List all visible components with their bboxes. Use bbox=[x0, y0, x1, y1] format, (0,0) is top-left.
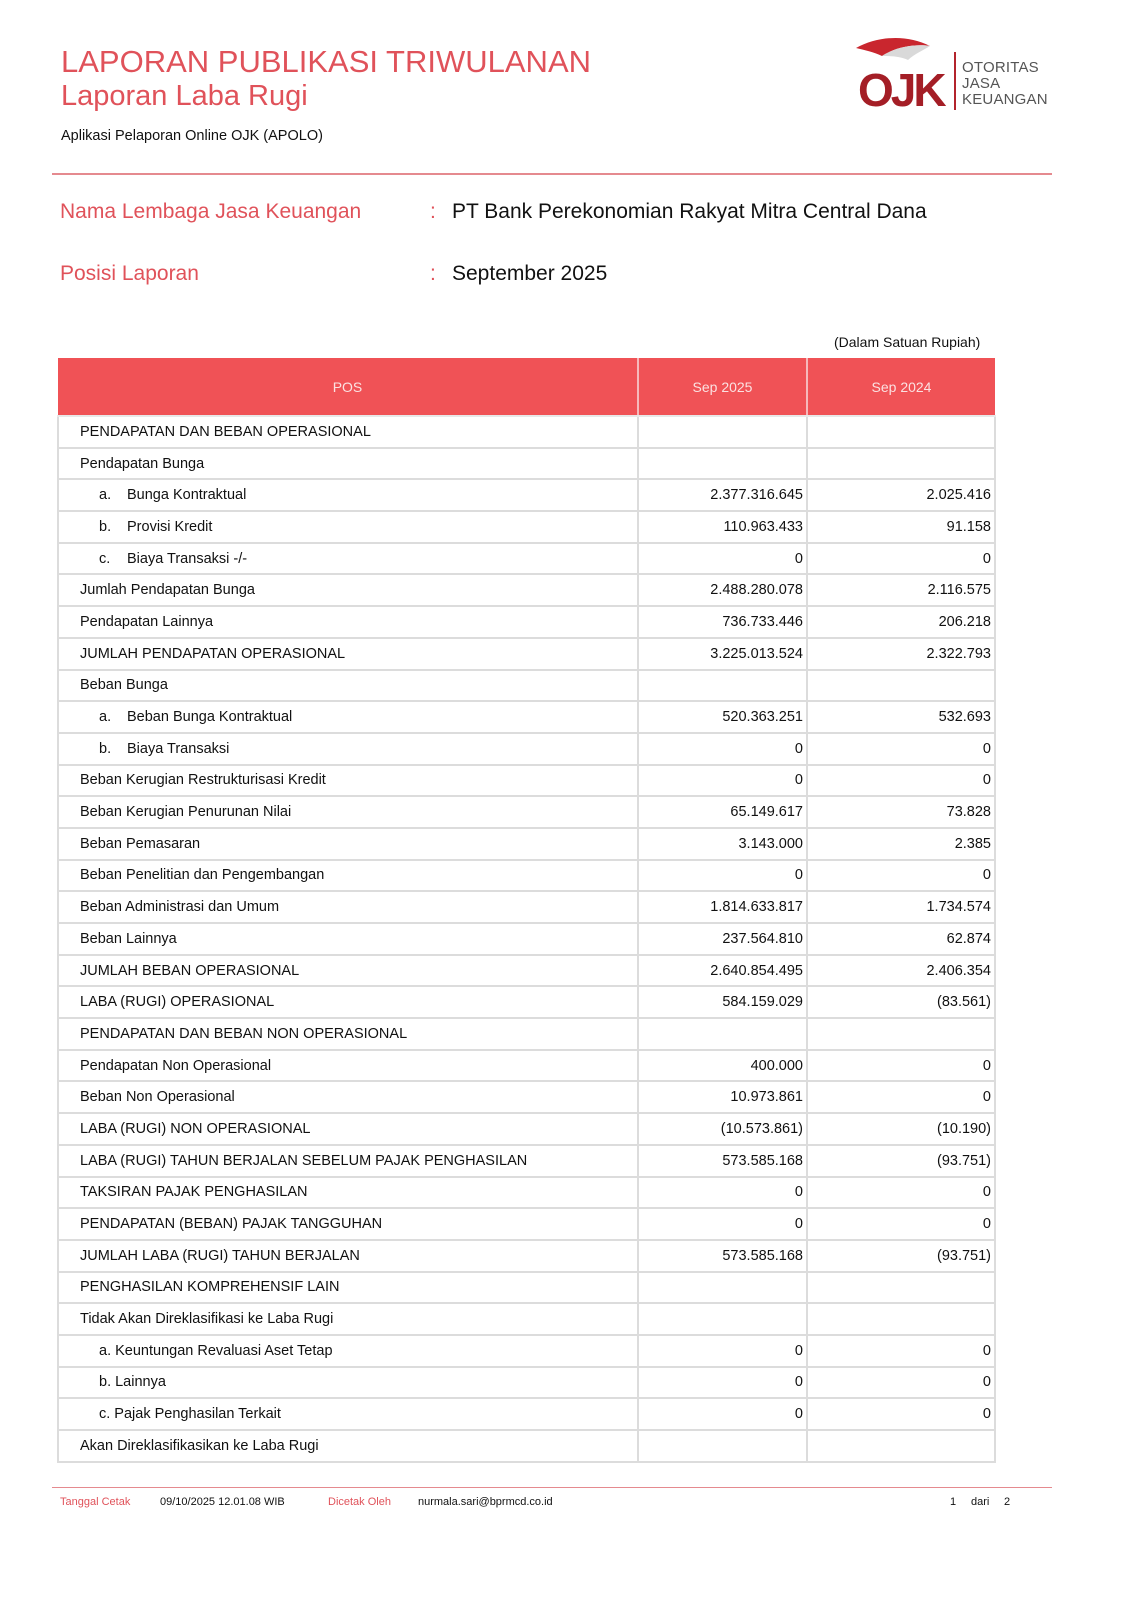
table-row bbox=[58, 1208, 995, 1240]
row-label-cell bbox=[58, 543, 638, 575]
value-sep-2025: 110.963.433 bbox=[638, 511, 807, 543]
header-divider bbox=[52, 173, 1052, 175]
row-label-cell bbox=[58, 1335, 638, 1367]
unit-note: (Dalam Satuan Rupiah) bbox=[834, 334, 981, 350]
value-sep-2024: 2.116.575 bbox=[807, 574, 995, 606]
row-label-cell bbox=[58, 606, 638, 638]
value-sep-2025: 0 bbox=[638, 765, 807, 797]
row-label-cell bbox=[58, 511, 638, 543]
position-value: September 2025 bbox=[452, 262, 608, 285]
table-row bbox=[58, 416, 995, 448]
row-label-cell bbox=[58, 1018, 638, 1050]
row-label-cell bbox=[58, 448, 638, 480]
value-sep-2025: 400.000 bbox=[638, 1050, 807, 1082]
row-label: JUMLAH BEBAN OPERASIONAL bbox=[80, 962, 300, 979]
column-header-pos: POS bbox=[58, 358, 638, 416]
table-row bbox=[58, 670, 995, 702]
table-row bbox=[58, 1367, 995, 1399]
institution-value: PT Bank Perekonomian Rakyat Mitra Central Dana bbox=[452, 200, 927, 223]
row-label: Beban Bunga bbox=[80, 677, 168, 694]
row-label-cell bbox=[58, 1050, 638, 1082]
value-sep-2025: 584.159.029 bbox=[638, 986, 807, 1018]
value-sep-2024: 91.158 bbox=[807, 511, 995, 543]
value-sep-2025 bbox=[638, 448, 807, 480]
row-label-cell bbox=[58, 1113, 638, 1145]
value-sep-2025: 0 bbox=[638, 1177, 807, 1209]
value-sep-2025: 573.585.168 bbox=[638, 1240, 807, 1272]
value-sep-2025: 0 bbox=[638, 1398, 807, 1430]
value-sep-2024 bbox=[807, 670, 995, 702]
row-label: Beban Bunga Kontraktual bbox=[127, 709, 293, 726]
value-sep-2025: 736.733.446 bbox=[638, 606, 807, 638]
value-sep-2024: (93.751) bbox=[807, 1145, 995, 1177]
value-sep-2025: 65.149.617 bbox=[638, 796, 807, 828]
table-row bbox=[58, 1177, 995, 1209]
row-label-cell bbox=[58, 701, 638, 733]
row-label-cell bbox=[58, 574, 638, 606]
value-sep-2025: 1.814.633.817 bbox=[638, 891, 807, 923]
value-sep-2024: 0 bbox=[807, 1050, 995, 1082]
app-name: Aplikasi Pelaporan Online OJK (APOLO) bbox=[61, 128, 323, 144]
row-label-cell bbox=[58, 986, 638, 1018]
value-sep-2024: 0 bbox=[807, 1208, 995, 1240]
value-sep-2025: (10.573.861) bbox=[638, 1113, 807, 1145]
value-sep-2024: 2.406.354 bbox=[807, 955, 995, 987]
table-row bbox=[58, 1430, 995, 1462]
value-sep-2024 bbox=[807, 1303, 995, 1335]
value-sep-2024: 532.693 bbox=[807, 701, 995, 733]
row-label-cell bbox=[58, 416, 638, 448]
column-header-sep-2024: Sep 2024 bbox=[807, 358, 995, 416]
printed-by-label: Dicetak Oleh bbox=[328, 1496, 391, 1508]
position-colon: : bbox=[430, 262, 436, 285]
row-marker: a. bbox=[99, 487, 112, 504]
value-sep-2024: 62.874 bbox=[807, 923, 995, 955]
value-sep-2024 bbox=[807, 416, 995, 448]
value-sep-2024: 0 bbox=[807, 543, 995, 575]
row-label: LABA (RUGI) TAHUN BERJALAN SEBELUM PAJAK PENGHASILAN bbox=[80, 1152, 528, 1169]
row-label-cell bbox=[58, 1367, 638, 1399]
table-row bbox=[58, 796, 995, 828]
row-label: Jumlah Pendapatan Bunga bbox=[80, 582, 255, 599]
row-label: Bunga Kontraktual bbox=[127, 487, 247, 504]
row-label: Biaya Transaksi -/- bbox=[127, 550, 248, 567]
row-label-cell bbox=[58, 479, 638, 511]
row-label-cell bbox=[58, 1303, 638, 1335]
value-sep-2025: 520.363.251 bbox=[638, 701, 807, 733]
row-marker: b. bbox=[99, 740, 112, 757]
table-row bbox=[58, 1240, 995, 1272]
value-sep-2024: (10.190) bbox=[807, 1113, 995, 1145]
value-sep-2025: 2.640.854.495 bbox=[638, 955, 807, 987]
table-row bbox=[58, 1050, 995, 1082]
institution-label: Nama Lembaga Jasa Keuangan bbox=[60, 200, 362, 223]
row-label: JUMLAH PENDAPATAN OPERASIONAL bbox=[80, 645, 346, 662]
table-row bbox=[58, 1081, 995, 1113]
value-sep-2025: 2.488.280.078 bbox=[638, 574, 807, 606]
value-sep-2024: 2.385 bbox=[807, 828, 995, 860]
row-label-cell bbox=[58, 828, 638, 860]
logo-wordmark bbox=[962, 60, 1048, 108]
table-row bbox=[58, 1335, 995, 1367]
value-sep-2024: 0 bbox=[807, 1335, 995, 1367]
ojk-logo bbox=[852, 34, 1062, 114]
value-sep-2024: 0 bbox=[807, 1081, 995, 1113]
row-label: Beban Lainnya bbox=[80, 930, 177, 947]
table-row bbox=[58, 606, 995, 638]
value-sep-2024: (83.561) bbox=[807, 986, 995, 1018]
row-label: JUMLAH LABA (RUGI) TAHUN BERJALAN bbox=[80, 1247, 360, 1264]
value-sep-2025: 237.564.810 bbox=[638, 923, 807, 955]
institution-colon: : bbox=[430, 200, 436, 223]
page-current: 1 bbox=[950, 1496, 957, 1508]
value-sep-2025: 0 bbox=[638, 543, 807, 575]
value-sep-2024 bbox=[807, 1272, 995, 1304]
ojk-logo-mark-icon bbox=[852, 34, 952, 114]
value-sep-2024 bbox=[807, 1430, 995, 1462]
value-sep-2025 bbox=[638, 1272, 807, 1304]
value-sep-2024: 1.734.574 bbox=[807, 891, 995, 923]
value-sep-2024: 73.828 bbox=[807, 796, 995, 828]
row-label-cell bbox=[58, 891, 638, 923]
printed-by-value: nurmala.sari@bprmcd.co.id bbox=[418, 1496, 553, 1508]
row-label-cell bbox=[58, 923, 638, 955]
value-sep-2024: 0 bbox=[807, 733, 995, 765]
column-header-sep-2025: Sep 2025 bbox=[638, 358, 807, 416]
value-sep-2025 bbox=[638, 1303, 807, 1335]
row-label-cell bbox=[58, 1272, 638, 1304]
value-sep-2025: 0 bbox=[638, 1335, 807, 1367]
row-label: PENDAPATAN DAN BEBAN NON OPERASIONAL bbox=[80, 1025, 408, 1042]
value-sep-2025: 10.973.861 bbox=[638, 1081, 807, 1113]
table-row bbox=[58, 1398, 995, 1430]
logo-divider bbox=[954, 52, 956, 110]
table-row bbox=[58, 828, 995, 860]
value-sep-2024: 0 bbox=[807, 1398, 995, 1430]
table-row bbox=[58, 1018, 995, 1050]
print-date-value: 09/10/2025 12.01.08 WIB bbox=[160, 1496, 285, 1508]
print-date-label: Tanggal Cetak bbox=[60, 1496, 131, 1508]
row-label-cell bbox=[58, 1145, 638, 1177]
value-sep-2024: 206.218 bbox=[807, 606, 995, 638]
row-label: b. Lainnya bbox=[99, 1374, 166, 1391]
position-label: Posisi Laporan bbox=[60, 262, 199, 285]
value-sep-2024: 0 bbox=[807, 860, 995, 892]
table-row bbox=[58, 955, 995, 987]
table-row bbox=[58, 479, 995, 511]
row-label-cell bbox=[58, 1430, 638, 1462]
page-of-label: dari bbox=[971, 1496, 990, 1508]
value-sep-2024 bbox=[807, 448, 995, 480]
row-label: Provisi Kredit bbox=[127, 518, 213, 535]
table-row bbox=[58, 701, 995, 733]
value-sep-2025: 573.585.168 bbox=[638, 1145, 807, 1177]
row-label: Tidak Akan Direklasifikasi ke Laba Rugi bbox=[80, 1311, 334, 1328]
row-label-cell bbox=[58, 860, 638, 892]
row-label: Biaya Transaksi bbox=[127, 740, 230, 757]
value-sep-2024: 2.025.416 bbox=[807, 479, 995, 511]
value-sep-2024 bbox=[807, 1018, 995, 1050]
table-row bbox=[58, 543, 995, 575]
row-label: Beban Administrasi dan Umum bbox=[80, 899, 280, 916]
row-label-cell bbox=[58, 733, 638, 765]
row-label: Beban Kerugian Restrukturisasi Kredit bbox=[80, 772, 326, 789]
row-label: LABA (RUGI) OPERASIONAL bbox=[80, 994, 275, 1011]
row-label: Beban Pemasaran bbox=[80, 835, 201, 852]
row-label-cell bbox=[58, 765, 638, 797]
table-row bbox=[58, 986, 995, 1018]
row-label: Beban Non Operasional bbox=[80, 1089, 235, 1106]
table-row bbox=[58, 1113, 995, 1145]
row-label: PENGHASILAN KOMPREHENSIF LAIN bbox=[80, 1279, 340, 1296]
row-label: Akan Direklasifikasikan ke Laba Rugi bbox=[80, 1437, 319, 1454]
row-label-cell bbox=[58, 1240, 638, 1272]
value-sep-2025: 0 bbox=[638, 733, 807, 765]
table-row bbox=[58, 765, 995, 797]
value-sep-2025: 2.377.316.645 bbox=[638, 479, 807, 511]
row-label: c. Pajak Penghasilan Terkait bbox=[99, 1406, 281, 1423]
value-sep-2025 bbox=[638, 416, 807, 448]
table-row bbox=[58, 448, 995, 480]
table-row bbox=[58, 511, 995, 543]
table-row bbox=[58, 733, 995, 765]
row-label: TAKSIRAN PAJAK PENGHASILAN bbox=[80, 1184, 308, 1201]
svg-text:OJK: OJK bbox=[858, 64, 944, 114]
value-sep-2024: 0 bbox=[807, 1367, 995, 1399]
logo-line-1: OTORITAS bbox=[962, 59, 1039, 76]
table-row bbox=[58, 1272, 995, 1304]
income-statement-table bbox=[57, 358, 996, 1463]
table-row bbox=[58, 891, 995, 923]
table-row bbox=[58, 1145, 995, 1177]
row-label: LABA (RUGI) NON OPERASIONAL bbox=[80, 1120, 311, 1137]
table-row bbox=[58, 923, 995, 955]
page-total: 2 bbox=[1004, 1496, 1011, 1508]
row-label-cell bbox=[58, 1177, 638, 1209]
row-label-cell bbox=[58, 1398, 638, 1430]
value-sep-2025 bbox=[638, 670, 807, 702]
row-label: Pendapatan Non Operasional bbox=[80, 1057, 272, 1074]
row-label: Beban Kerugian Penurunan Nilai bbox=[80, 804, 292, 821]
value-sep-2025 bbox=[638, 1430, 807, 1462]
row-label: Pendapatan Bunga bbox=[80, 455, 205, 472]
row-marker: a. bbox=[99, 709, 112, 726]
value-sep-2025 bbox=[638, 1018, 807, 1050]
table-row bbox=[58, 574, 995, 606]
row-label-cell bbox=[58, 1208, 638, 1240]
value-sep-2024: 0 bbox=[807, 1177, 995, 1209]
row-marker: c. bbox=[99, 550, 111, 567]
value-sep-2025: 3.143.000 bbox=[638, 828, 807, 860]
row-label-cell bbox=[58, 1081, 638, 1113]
row-label-cell bbox=[58, 796, 638, 828]
logo-line-2: JASA bbox=[962, 75, 1001, 92]
report-title: LAPORAN PUBLIKASI TRIWULANAN bbox=[61, 44, 592, 79]
row-label: PENDAPATAN DAN BEBAN OPERASIONAL bbox=[80, 423, 371, 440]
row-label: a. Keuntungan Revaluasi Aset Tetap bbox=[99, 1342, 333, 1359]
row-label: PENDAPATAN (BEBAN) PAJAK TANGGUHAN bbox=[80, 1216, 383, 1233]
row-label-cell bbox=[58, 955, 638, 987]
report-subtitle: Laporan Laba Rugi bbox=[61, 80, 308, 112]
row-label: Pendapatan Lainnya bbox=[80, 613, 214, 630]
value-sep-2024: 0 bbox=[807, 765, 995, 797]
footer-divider bbox=[52, 1487, 1052, 1488]
value-sep-2025: 3.225.013.524 bbox=[638, 638, 807, 670]
row-label-cell bbox=[58, 670, 638, 702]
logo-line-3: KEUANGAN bbox=[962, 91, 1048, 108]
table-row bbox=[58, 860, 995, 892]
row-label: Beban Penelitian dan Pengembangan bbox=[80, 867, 325, 884]
table-row bbox=[58, 1303, 995, 1335]
table-row bbox=[58, 638, 995, 670]
value-sep-2025: 0 bbox=[638, 1367, 807, 1399]
value-sep-2025: 0 bbox=[638, 860, 807, 892]
row-marker: b. bbox=[99, 518, 112, 535]
table-header-row bbox=[58, 358, 995, 416]
value-sep-2025: 0 bbox=[638, 1208, 807, 1240]
value-sep-2024: 2.322.793 bbox=[807, 638, 995, 670]
value-sep-2024: (93.751) bbox=[807, 1240, 995, 1272]
row-label-cell bbox=[58, 638, 638, 670]
